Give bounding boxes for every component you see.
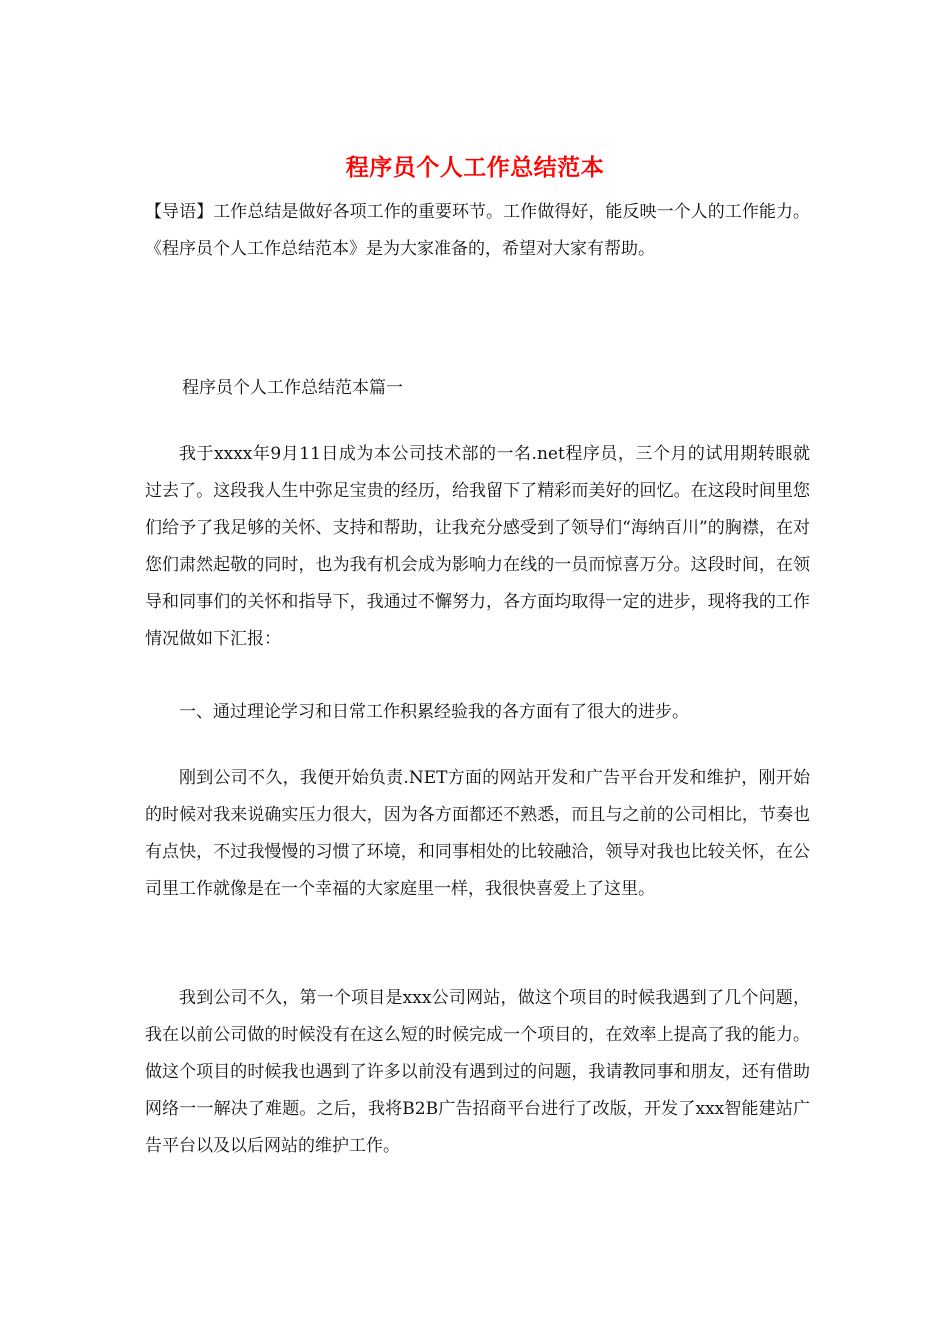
document-title: 程序员个人工作总结范本: [345, 154, 605, 181]
intro-paragraph: 【导语】工作总结是做好各项工作的重要环节。工作做得好，能反映一个人的工作能力。《程序员个人工作总结范本》是为大家准备的，希望对大家有帮助。: [145, 202, 810, 259]
body-paragraph-1: 我于xxxx年9月11日成为本公司技术部的一名.net程序员，三个月的试用期转眼就过去了。这段我人生中弥足宝贵的经历，给我留下了精彩而美好的回忆。在这段时间里您们给予了我足够的关怀、支持和帮助，让我充分感受到了领导们“海纳百川”的胸襟，在对您们肃然起敬的同时，也为我有机会成为影响力在线的一员而惊喜万分。这段时间，在领导和同事们的关怀和指导下，我通过不懈努力，各方面均取得一定的进步，现将我的工作情况做如下汇报：: [145, 444, 810, 649]
body-paragraph-3: 我到公司不久，第一个项目是xxx公司网站，做这个项目的时候我遇到了几个问题，我在以前公司做的时候没有在这么短的时候完成一个项目的，在效率上提高了我的能力。做这个项目的时候我也遇到了许多以前没有遇到过的问题，我请教同事和朋友，还有借助网络一一解决了难题。之后，我将B2B广告招商平台进行了改版，开发了xxx智能建站广告平台以及以后网站的维护工作。: [145, 988, 810, 1156]
subheading-1: 一、通过理论学习和日常工作积累经验我的各方面有了很大的进步。: [179, 702, 689, 722]
body-paragraph-2: 刚到公司不久，我便开始负责.NET方面的网站开发和广告平台开发和维护，刚开始的时候对我来说确实压力很大，因为各方面都还不熟悉，而且与之前的公司相比，节奏也有点快，不过我慢慢的习惯了环境，和同事相处的比较融洽，领导对我也比较关怀，在公司里工作就像是在一个幸福的大家庭里一样，我很快喜爱上了这里。: [145, 768, 810, 899]
section-heading: 程序员个人工作总结范本篇一: [182, 378, 403, 398]
